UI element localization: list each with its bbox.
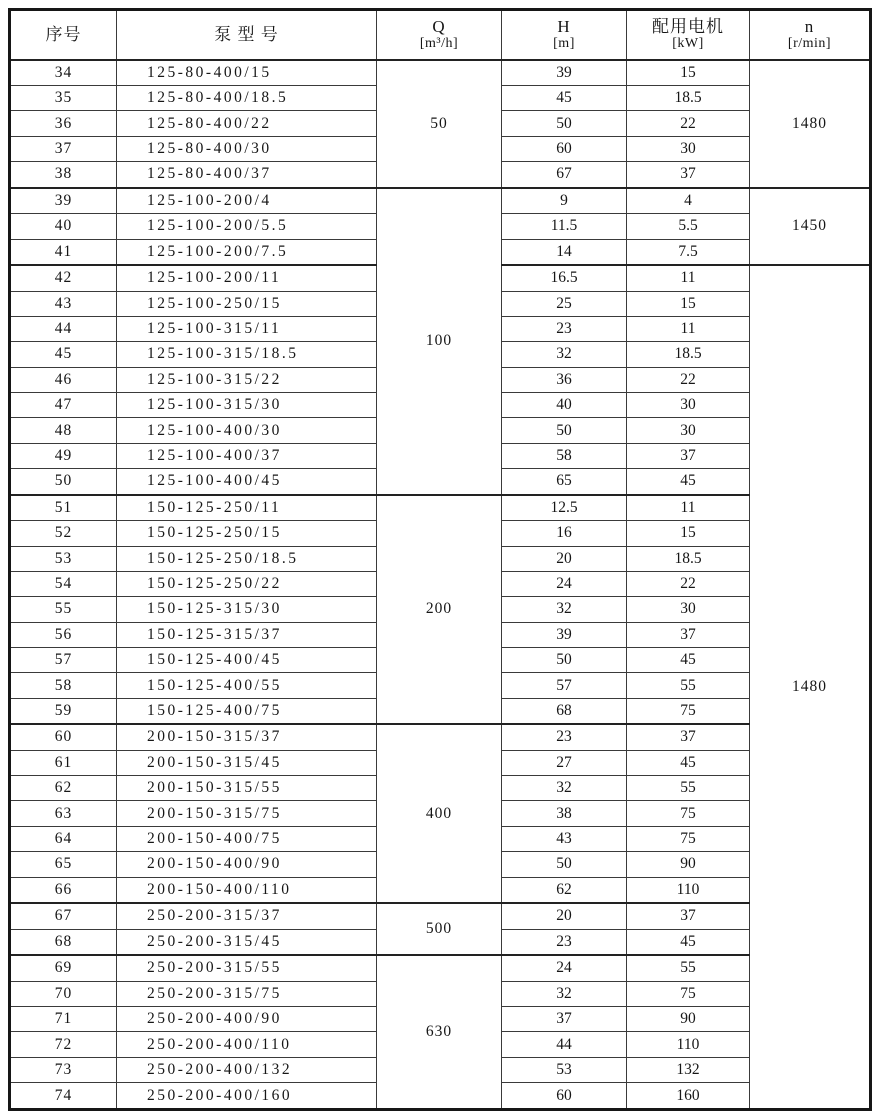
- model-cell: 250-200-315/45: [117, 929, 377, 955]
- serial-cell: 41: [10, 239, 117, 265]
- model-cell: 200-150-315/55: [117, 776, 377, 801]
- head-value-cell: 23: [502, 724, 627, 750]
- serial-cell: 62: [10, 776, 117, 801]
- speed-value-cell: 1450: [750, 188, 871, 265]
- model-cell: 250-200-400/90: [117, 1007, 377, 1032]
- model-cell: 125-100-200/4: [117, 188, 377, 214]
- head-value-cell: 20: [502, 903, 627, 929]
- model-cell: 125-100-200/7.5: [117, 239, 377, 265]
- head-value-cell: 50: [502, 852, 627, 877]
- motor-power-cell: 15: [627, 291, 750, 316]
- head-value-cell: 45: [502, 86, 627, 111]
- motor-power-cell: 90: [627, 1007, 750, 1032]
- motor-power-cell: 22: [627, 571, 750, 596]
- flow-value-cell: 500: [377, 903, 502, 955]
- motor-power-cell: 15: [627, 521, 750, 546]
- motor-power-cell: 132: [627, 1057, 750, 1082]
- flow-value-cell: 630: [377, 955, 502, 1109]
- head-value-cell: 38: [502, 801, 627, 826]
- head-value-cell: 11.5: [502, 214, 627, 239]
- serial-cell: 48: [10, 418, 117, 443]
- motor-power-cell: 18.5: [627, 86, 750, 111]
- head-value-cell: 14: [502, 239, 627, 265]
- model-cell: 250-200-400/160: [117, 1083, 377, 1110]
- head-value-cell: 43: [502, 826, 627, 851]
- model-cell: 250-200-315/55: [117, 955, 377, 981]
- serial-cell: 54: [10, 571, 117, 596]
- model-cell: 125-100-315/11: [117, 316, 377, 341]
- serial-cell: 65: [10, 852, 117, 877]
- model-cell: 125-100-315/30: [117, 393, 377, 418]
- motor-power-cell: 45: [627, 647, 750, 672]
- serial-cell: 74: [10, 1083, 117, 1110]
- serial-cell: 50: [10, 469, 117, 495]
- table-row: [10, 955, 871, 981]
- head-value-cell: 37: [502, 1007, 627, 1032]
- motor-power-cell: 30: [627, 393, 750, 418]
- serial-cell: 63: [10, 801, 117, 826]
- table-row: [10, 903, 871, 929]
- serial-cell: 59: [10, 698, 117, 724]
- serial-cell: 55: [10, 597, 117, 622]
- motor-power-cell: 22: [627, 111, 750, 136]
- head-value-cell: 27: [502, 750, 627, 775]
- model-cell: 150-125-400/55: [117, 673, 377, 698]
- serial-cell: 69: [10, 955, 117, 981]
- motor-power-cell: 15: [627, 60, 750, 86]
- motor-power-cell: 4: [627, 188, 750, 214]
- header-unit: [m]: [553, 36, 575, 52]
- flow-value-cell: 50: [377, 60, 502, 188]
- head-value-cell: 65: [502, 469, 627, 495]
- serial-cell: 39: [10, 188, 117, 214]
- speed-value-cell: 1480: [750, 265, 871, 1109]
- serial-cell: 66: [10, 877, 117, 903]
- model-cell: 125-100-200/5.5: [117, 214, 377, 239]
- serial-cell: 49: [10, 443, 117, 468]
- motor-power-cell: 75: [627, 981, 750, 1006]
- flow-value-cell: 100: [377, 188, 502, 495]
- model-cell: 125-80-400/18.5: [117, 86, 377, 111]
- head-value-cell: 12.5: [502, 495, 627, 521]
- head-value-cell: 40: [502, 393, 627, 418]
- model-cell: 150-125-315/30: [117, 597, 377, 622]
- motor-power-cell: 18.5: [627, 546, 750, 571]
- flow-value-cell: 200: [377, 495, 502, 725]
- head-value-cell: 67: [502, 162, 627, 188]
- serial-cell: 64: [10, 826, 117, 851]
- head-value-cell: 32: [502, 342, 627, 367]
- head-value-cell: 50: [502, 647, 627, 672]
- motor-power-cell: 37: [627, 622, 750, 647]
- head-value-cell: 9: [502, 188, 627, 214]
- header-unit: [kW]: [672, 36, 704, 52]
- head-value-cell: 50: [502, 418, 627, 443]
- head-value-cell: 23: [502, 316, 627, 341]
- head-value-cell: 32: [502, 597, 627, 622]
- motor-power-cell: 5.5: [627, 214, 750, 239]
- model-cell: 125-100-315/18.5: [117, 342, 377, 367]
- head-value-cell: 20: [502, 546, 627, 571]
- header-unit: [m³/h]: [419, 36, 459, 52]
- head-value-cell: 50: [502, 111, 627, 136]
- col-header-model: [117, 10, 377, 60]
- serial-cell: 45: [10, 342, 117, 367]
- model-cell: 250-200-315/75: [117, 981, 377, 1006]
- motor-power-cell: 30: [627, 597, 750, 622]
- serial-cell: 44: [10, 316, 117, 341]
- serial-cell: 36: [10, 111, 117, 136]
- serial-cell: 67: [10, 903, 117, 929]
- serial-cell: 42: [10, 265, 117, 291]
- motor-power-cell: 75: [627, 801, 750, 826]
- motor-power-cell: 55: [627, 673, 750, 698]
- table-header-row: [10, 10, 871, 60]
- motor-power-cell: 45: [627, 929, 750, 955]
- motor-power-cell: 11: [627, 316, 750, 341]
- motor-power-cell: 90: [627, 852, 750, 877]
- serial-cell: 38: [10, 162, 117, 188]
- serial-cell: 68: [10, 929, 117, 955]
- serial-cell: 73: [10, 1057, 117, 1082]
- model-cell: 150-125-315/37: [117, 622, 377, 647]
- head-value-cell: 62: [502, 877, 627, 903]
- model-cell: 200-150-315/45: [117, 750, 377, 775]
- serial-cell: 58: [10, 673, 117, 698]
- serial-cell: 57: [10, 647, 117, 672]
- model-cell: 125-80-400/30: [117, 136, 377, 161]
- col-header-flow: [377, 10, 502, 60]
- serial-cell: 37: [10, 136, 117, 161]
- model-cell: 125-80-400/15: [117, 60, 377, 86]
- serial-cell: 72: [10, 1032, 117, 1057]
- header-label: 序号: [45, 24, 82, 44]
- head-value-cell: 53: [502, 1057, 627, 1082]
- model-cell: 150-125-400/45: [117, 647, 377, 672]
- table-row: [10, 495, 871, 521]
- serial-cell: 61: [10, 750, 117, 775]
- model-cell: 125-80-400/22: [117, 111, 377, 136]
- col-header-serial: [10, 10, 117, 60]
- model-cell: 125-100-200/11: [117, 265, 377, 291]
- motor-power-cell: 18.5: [627, 342, 750, 367]
- pump-spec-table: [8, 8, 872, 1111]
- head-value-cell: 25: [502, 291, 627, 316]
- motor-power-cell: 75: [627, 698, 750, 724]
- head-value-cell: 24: [502, 955, 627, 981]
- header-label: Q: [432, 16, 446, 36]
- table-row: [10, 724, 871, 750]
- serial-cell: 56: [10, 622, 117, 647]
- head-value-cell: 24: [502, 571, 627, 596]
- model-cell: 150-125-250/18.5: [117, 546, 377, 571]
- motor-power-cell: 75: [627, 826, 750, 851]
- serial-cell: 71: [10, 1007, 117, 1032]
- table-row: [10, 188, 871, 214]
- motor-power-cell: 37: [627, 443, 750, 468]
- header-label: 配用电机: [652, 16, 724, 36]
- motor-power-cell: 37: [627, 903, 750, 929]
- head-value-cell: 36: [502, 367, 627, 392]
- model-cell: 250-200-400/132: [117, 1057, 377, 1082]
- motor-power-cell: 37: [627, 724, 750, 750]
- serial-cell: 40: [10, 214, 117, 239]
- model-cell: 125-100-400/30: [117, 418, 377, 443]
- col-header-head: [502, 10, 627, 60]
- serial-cell: 70: [10, 981, 117, 1006]
- table-body: [10, 60, 871, 1110]
- model-cell: 150-125-250/11: [117, 495, 377, 521]
- motor-power-cell: 7.5: [627, 239, 750, 265]
- col-header-motor: [627, 10, 750, 60]
- motor-power-cell: 11: [627, 265, 750, 291]
- model-cell: 200-150-400/90: [117, 852, 377, 877]
- table-row: [10, 60, 871, 86]
- model-cell: 125-100-400/45: [117, 469, 377, 495]
- model-cell: 150-125-400/75: [117, 698, 377, 724]
- header-label: 泵 型 号: [214, 24, 279, 44]
- motor-power-cell: 110: [627, 877, 750, 903]
- serial-cell: 47: [10, 393, 117, 418]
- motor-power-cell: 160: [627, 1083, 750, 1110]
- head-value-cell: 23: [502, 929, 627, 955]
- model-cell: 250-200-315/37: [117, 903, 377, 929]
- model-cell: 200-150-400/110: [117, 877, 377, 903]
- model-cell: 200-150-315/37: [117, 724, 377, 750]
- model-cell: 150-125-250/15: [117, 521, 377, 546]
- head-value-cell: 39: [502, 60, 627, 86]
- serial-cell: 46: [10, 367, 117, 392]
- model-cell: 200-150-315/75: [117, 801, 377, 826]
- header-label: n: [804, 16, 815, 36]
- motor-power-cell: 30: [627, 136, 750, 161]
- serial-cell: 34: [10, 60, 117, 86]
- motor-power-cell: 37: [627, 162, 750, 188]
- head-value-cell: 32: [502, 776, 627, 801]
- head-value-cell: 57: [502, 673, 627, 698]
- motor-power-cell: 30: [627, 418, 750, 443]
- head-value-cell: 58: [502, 443, 627, 468]
- header-unit: [r/min]: [787, 36, 832, 52]
- motor-power-cell: 55: [627, 955, 750, 981]
- serial-cell: 35: [10, 86, 117, 111]
- model-cell: 150-125-250/22: [117, 571, 377, 596]
- motor-power-cell: 45: [627, 469, 750, 495]
- head-value-cell: 60: [502, 136, 627, 161]
- head-value-cell: 68: [502, 698, 627, 724]
- serial-cell: 60: [10, 724, 117, 750]
- model-cell: 125-100-250/15: [117, 291, 377, 316]
- head-value-cell: 60: [502, 1083, 627, 1110]
- head-value-cell: 16.5: [502, 265, 627, 291]
- motor-power-cell: 22: [627, 367, 750, 392]
- head-value-cell: 44: [502, 1032, 627, 1057]
- col-header-speed: [750, 10, 871, 60]
- head-value-cell: 39: [502, 622, 627, 647]
- model-cell: 125-100-400/37: [117, 443, 377, 468]
- model-cell: 250-200-400/110: [117, 1032, 377, 1057]
- motor-power-cell: 45: [627, 750, 750, 775]
- serial-cell: 43: [10, 291, 117, 316]
- flow-value-cell: 400: [377, 724, 502, 903]
- serial-cell: 52: [10, 521, 117, 546]
- model-cell: 200-150-400/75: [117, 826, 377, 851]
- serial-cell: 53: [10, 546, 117, 571]
- motor-power-cell: 11: [627, 495, 750, 521]
- motor-power-cell: 110: [627, 1032, 750, 1057]
- head-value-cell: 16: [502, 521, 627, 546]
- serial-cell: 51: [10, 495, 117, 521]
- head-value-cell: 32: [502, 981, 627, 1006]
- motor-power-cell: 55: [627, 776, 750, 801]
- header-label: H: [557, 16, 571, 36]
- model-cell: 125-100-315/22: [117, 367, 377, 392]
- model-cell: 125-80-400/37: [117, 162, 377, 188]
- speed-value-cell: 1480: [750, 60, 871, 188]
